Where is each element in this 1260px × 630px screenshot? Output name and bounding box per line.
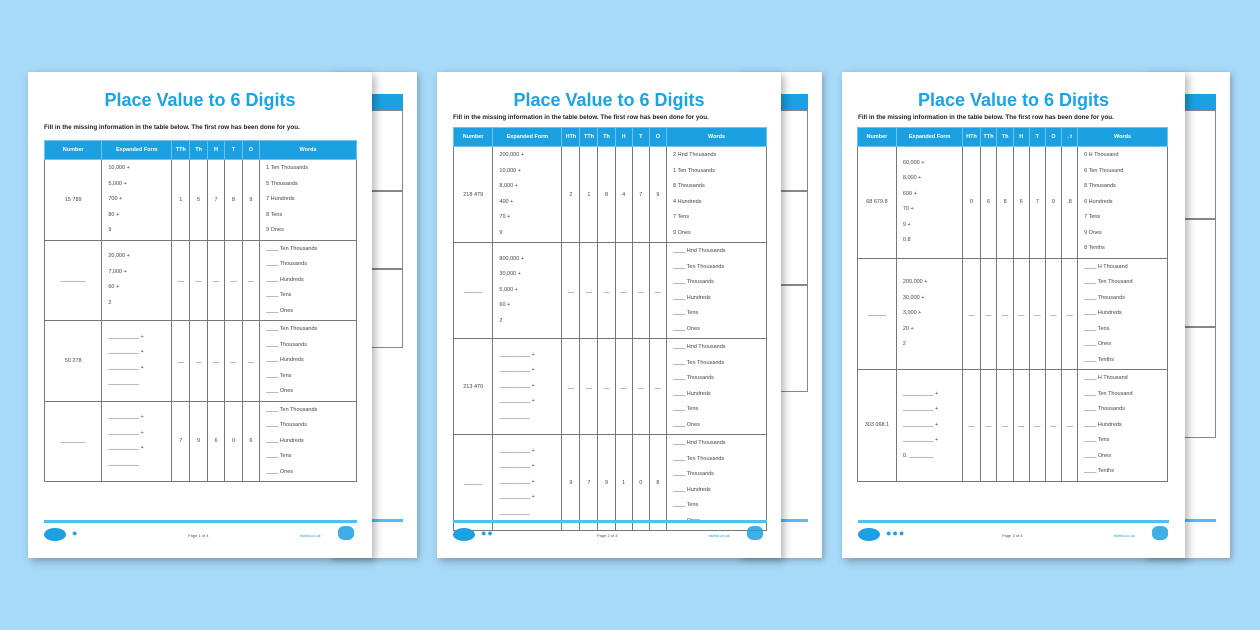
digit-cell[interactable]: __ (225, 321, 242, 402)
word-line: ____ Ten Thousands (266, 406, 318, 413)
words-cell[interactable] (667, 339, 767, 435)
number-cell[interactable]: 68 679.8 (858, 147, 897, 259)
worksheet-title: Place Value to 6 Digits (917, 90, 1110, 110)
expanded-term: 9 (108, 227, 112, 233)
badge-icon (747, 526, 763, 540)
expanded-term: __________ + (499, 494, 535, 501)
word-line: 1 Ten Thousands (266, 165, 309, 171)
page-dots: ●● (481, 528, 494, 538)
word-line: ____ Tens (266, 453, 292, 459)
site-link[interactable]: twinkl.co.uk (709, 533, 730, 538)
column-header: H (1013, 128, 1029, 147)
table-row (858, 258, 1168, 370)
word-line: ____ Tenths (1084, 356, 1114, 363)
digit-cell[interactable]: __ (207, 321, 224, 402)
expanded-term: __________ (499, 509, 530, 516)
expanded-term: 8,000 + (499, 183, 518, 189)
column-header: Words (1078, 128, 1168, 147)
expanded-term: __________ (108, 460, 139, 467)
number-cell[interactable]: 303 068.1 (858, 370, 897, 482)
word-line: 9 Ones (1084, 229, 1102, 236)
column-header: O (242, 141, 259, 160)
word-line: ____ Thousands (673, 375, 714, 381)
expanded-form-cell[interactable] (896, 370, 963, 482)
word-line: ____ Ten Thousands (266, 326, 318, 332)
expanded-form-cell[interactable] (102, 321, 172, 402)
digit-cell[interactable]: __ (980, 258, 997, 370)
expanded-form-cell[interactable] (896, 258, 963, 370)
word-line: ____ Thousands (266, 422, 307, 428)
word-line: 1 Ten Thousands (673, 167, 716, 174)
word-line: ____ Tens (266, 292, 292, 298)
word-line: ____ Ten Thousands (673, 359, 725, 366)
table-header-row (858, 128, 1168, 147)
digit-cell[interactable]: 1 (172, 160, 190, 241)
expanded-term: 200,000 + (902, 279, 928, 285)
digit-cell[interactable]: 2 (562, 147, 580, 243)
digit-cell[interactable]: 1 (580, 147, 598, 243)
column-header: Number (858, 128, 897, 147)
expanded-term: __________ + (902, 406, 939, 412)
column-header: O (1045, 128, 1061, 147)
word-line: ____ Ones (1084, 341, 1111, 347)
digit-cell[interactable]: __ (562, 339, 580, 435)
digit-cell[interactable]: 0 (963, 147, 980, 259)
expanded-term: 30,000 + (499, 271, 521, 278)
words-cell[interactable] (1078, 258, 1168, 370)
digit-cell[interactable]: 8 (225, 160, 242, 241)
digit-cell[interactable]: 6 (980, 147, 997, 259)
digit-cell[interactable]: 1 (615, 435, 632, 531)
expanded-term: 60,000 + (902, 159, 925, 166)
site-link[interactable]: twinkl.co.uk (300, 533, 321, 538)
digit-cell[interactable]: __ (242, 240, 259, 321)
column-header: TTh (172, 141, 190, 160)
digit-cell[interactable]: 7 (172, 401, 190, 482)
column-header: Th (598, 128, 615, 147)
table-row (454, 339, 767, 435)
digit-cell[interactable]: __ (1013, 370, 1029, 482)
expanded-term: 3,000 + (902, 310, 922, 316)
digit-cell[interactable]: __ (997, 370, 1013, 482)
column-header: HTh (562, 128, 580, 147)
page-number: Page 1 of 4 (188, 533, 209, 538)
expanded-form-cell[interactable] (493, 243, 562, 339)
expanded-term: __________ + (499, 351, 535, 358)
words-cell[interactable] (667, 435, 767, 531)
expanded-term: 8,000 + (902, 175, 922, 182)
word-line: ____ Hundreds (1084, 421, 1122, 428)
column-header: T (632, 128, 649, 147)
column-header: Expanded Form (493, 128, 562, 147)
word-line: ____ Ones (673, 421, 700, 428)
footer-line (858, 520, 1169, 523)
worksheet-page-2 (437, 72, 781, 558)
digit-cell[interactable]: 9 (649, 147, 666, 243)
number-cell[interactable]: ______ (454, 243, 493, 339)
number-cell[interactable]: ______ (858, 258, 897, 370)
page-dots: ● (72, 528, 79, 538)
word-line: ____ Ones (1084, 452, 1111, 459)
digit-cell[interactable]: __ (1061, 370, 1077, 482)
expanded-term: 70 + (499, 214, 511, 220)
place-value-table (857, 127, 1168, 482)
word-line: ____ Hundreds (266, 276, 304, 283)
digit-cell[interactable]: __ (1045, 258, 1061, 370)
number-cell[interactable]: ________ (45, 401, 102, 482)
word-line: 9 Ones (266, 227, 284, 233)
word-line: 7 Tens (673, 214, 690, 220)
expanded-form-cell[interactable] (493, 435, 562, 531)
digit-cell[interactable]: 7 (1029, 147, 1045, 259)
digit-cell[interactable]: 0 (632, 435, 649, 531)
words-cell[interactable] (260, 240, 357, 321)
digit-cell[interactable]: __ (615, 243, 632, 339)
word-line: ____ Ones (266, 307, 294, 314)
word-line: ____ Hundreds (673, 294, 711, 301)
page-dots: ●●● (886, 528, 906, 538)
digit-cell[interactable]: .8 (1061, 147, 1077, 259)
word-line: ____ Tens (266, 372, 292, 379)
word-line: 7 Hundreds (266, 196, 295, 202)
badge-icon (338, 526, 354, 540)
badge-icon (1152, 526, 1168, 540)
expanded-term: 200,000 + (499, 152, 525, 158)
expanded-form-cell[interactable] (493, 339, 562, 435)
digit-cell[interactable]: 4 (615, 147, 632, 243)
word-line: 8 Tens (266, 211, 283, 218)
digit-cell[interactable]: __ (963, 258, 980, 370)
expanded-term: __________ + (108, 429, 144, 436)
expanded-term: __________ + (499, 367, 535, 374)
words-cell[interactable] (260, 160, 357, 241)
word-line: ____ Tens (673, 502, 699, 508)
table-row (858, 370, 1168, 482)
expanded-form-cell[interactable] (493, 147, 562, 243)
place-value-table (453, 127, 767, 531)
footer-line (453, 520, 767, 523)
word-line: ____ Thousands (266, 261, 307, 267)
expanded-term: __________ + (902, 390, 939, 397)
digit-cell[interactable]: __ (580, 243, 598, 339)
number-cell[interactable]: ________ (45, 240, 102, 321)
column-header: Th (997, 128, 1013, 147)
digit-cell[interactable]: __ (562, 243, 580, 339)
column-header: H (615, 128, 632, 147)
column-header: TTh (580, 128, 598, 147)
digit-cell[interactable]: 7 (632, 147, 649, 243)
word-line: ____ Ones (266, 468, 294, 475)
word-line: ____ Tens (1084, 325, 1110, 332)
digit-cell[interactable]: __ (1045, 370, 1061, 482)
number-cell[interactable]: 50 278 (45, 321, 102, 402)
twinkl-logo-icon (858, 528, 880, 541)
word-line: 8 Thousands (1084, 183, 1116, 189)
word-line: ____ Ones (266, 388, 294, 394)
word-line: ____ Ten Thousand (1084, 279, 1133, 285)
expanded-term: 9 + (902, 221, 911, 228)
expanded-term: __________ + (902, 437, 939, 443)
word-line: ____ Ten Thousand (1084, 390, 1133, 397)
expanded-term: __________ + (108, 333, 144, 340)
expanded-term: __________ (499, 413, 530, 420)
expanded-term: 0. ________ (902, 452, 934, 459)
expanded-term: 10,000 + (499, 167, 521, 174)
digit-cell[interactable]: 6 (242, 401, 259, 482)
number-cell[interactable]: ______ (454, 435, 493, 531)
word-line: ____ H Thousand (1084, 263, 1128, 270)
digit-cell[interactable]: __ (242, 321, 259, 402)
page-number: Page 3 of 4 (1002, 533, 1023, 538)
table-row (45, 321, 357, 402)
words-cell[interactable] (260, 401, 357, 482)
word-line: 4 Hundreds (673, 198, 702, 205)
expanded-form-cell[interactable] (896, 147, 963, 259)
digit-cell[interactable]: 0 (225, 401, 242, 482)
expanded-term: 7,000 + (108, 268, 127, 275)
table-row (454, 147, 767, 243)
expanded-term: 2 (108, 299, 112, 306)
worksheet-title: Place Value to 6 Digits (513, 90, 705, 110)
site-link[interactable]: twinkl.co.uk (1114, 533, 1135, 538)
digit-cell[interactable]: __ (598, 243, 615, 339)
expanded-form-cell[interactable] (102, 160, 172, 241)
word-line: ____ Hundreds (673, 390, 711, 397)
word-line: ____ Tenths (1084, 468, 1114, 474)
expanded-term: __________ + (108, 364, 144, 371)
digit-cell[interactable]: __ (615, 339, 632, 435)
expanded-term: 5,000 + (499, 286, 518, 293)
expanded-term: 30,000 + (902, 294, 925, 301)
worksheet-title: Place Value to 6 Digits (104, 90, 296, 110)
word-line: ____ Thousands (1084, 294, 1125, 301)
word-line: ____ Hundreds (266, 357, 304, 363)
expanded-term: 600 + (902, 190, 917, 197)
expanded-term: 20,000 + (108, 253, 130, 260)
expanded-term: __________ + (108, 445, 144, 452)
digit-cell[interactable]: 8 (649, 435, 666, 531)
word-line: ____ Tens (673, 310, 699, 316)
word-line: ____ Hundreds (266, 437, 304, 444)
expanded-term: 700 + (108, 196, 123, 202)
expanded-term: 2 (499, 317, 503, 324)
instructions: Fill in the missing information in the table below. The first row has been done for you. (453, 114, 709, 121)
digit-cell[interactable]: __ (1061, 258, 1077, 370)
digit-cell[interactable]: __ (649, 339, 666, 435)
digit-cell[interactable]: 9 (242, 160, 259, 241)
expanded-term: 9 (499, 229, 503, 236)
digit-cell[interactable]: 9 (190, 401, 208, 482)
digit-cell[interactable]: 7 (580, 435, 598, 531)
expanded-term: __________ + (499, 447, 535, 454)
word-line: ____ Hnd Thousands (673, 440, 726, 446)
word-line: ____ Ten Thousands (673, 455, 725, 462)
word-line: ____ Thousands (673, 279, 714, 285)
column-header: T (1029, 128, 1045, 147)
expanded-term: 60 + (108, 284, 120, 291)
expanded-term: 400 + (499, 198, 514, 205)
word-line: ____ Ten Thousands (673, 263, 725, 270)
digit-cell[interactable]: __ (980, 370, 997, 482)
expanded-term: 800,000 + (499, 255, 525, 262)
expanded-term: 80 + (108, 211, 120, 218)
table-row (454, 243, 767, 339)
column-header: O (649, 128, 666, 147)
digit-cell[interactable]: __ (172, 321, 190, 402)
expanded-term: 2 (902, 341, 906, 347)
column-header: Number (454, 128, 493, 147)
digit-cell[interactable]: __ (963, 370, 980, 482)
digit-cell[interactable]: __ (632, 243, 649, 339)
column-header: Th (190, 141, 208, 160)
expanded-term: __________ + (499, 398, 535, 405)
digit-cell[interactable]: __ (632, 339, 649, 435)
word-line: 6 Ten Thousand (1084, 167, 1124, 174)
word-line: ____ Hundreds (673, 486, 711, 493)
number-cell[interactable]: 213 470 (454, 339, 493, 435)
table-header-row (45, 141, 357, 160)
column-header: TTh (980, 128, 997, 147)
digit-cell[interactable]: 7 (207, 160, 224, 241)
column-header: Words (667, 128, 767, 147)
expanded-term: __________ (108, 380, 139, 387)
word-line: 9 Ones (673, 229, 691, 236)
column-header: Number (45, 141, 102, 160)
twinkl-logo-icon (453, 528, 475, 541)
word-line: 6 Hundreds (1084, 198, 1113, 205)
column-header: . t (1061, 128, 1077, 147)
expanded-term: __________ + (108, 349, 144, 356)
word-line: 0 H Thousand (1084, 152, 1119, 158)
digit-cell[interactable]: 8 (598, 147, 615, 243)
instructions: Fill in the missing information in the table below. The first row has been done for you. (858, 114, 1114, 121)
word-line: 2 Hnd Thousands (673, 152, 717, 158)
table-row (45, 160, 357, 241)
digit-cell[interactable]: 8 (997, 147, 1013, 259)
expanded-term: 60 + (499, 302, 511, 309)
worksheet-page-3 (842, 72, 1185, 558)
column-header: Expanded Form (896, 128, 963, 147)
digit-cell[interactable]: 9 (1045, 147, 1061, 259)
word-line: 7 Tens (1084, 214, 1101, 220)
word-line: 5 Thousands (266, 180, 298, 187)
column-header: T (225, 141, 242, 160)
word-line: ____ H Thousand (1084, 375, 1128, 381)
word-line: ____ Thousands (673, 471, 714, 477)
twinkl-logo-icon (44, 528, 66, 541)
column-header: Words (260, 141, 357, 160)
word-line: ____ Ones (673, 325, 700, 332)
column-header: H (207, 141, 224, 160)
word-line: ____ Hundreds (1084, 310, 1122, 316)
words-cell[interactable] (667, 243, 767, 339)
digit-cell[interactable]: __ (598, 339, 615, 435)
word-line: ____ Ten Thousands (266, 245, 318, 252)
place-value-table (44, 140, 357, 482)
digit-cell[interactable]: __ (1029, 258, 1045, 370)
table-header-row (454, 128, 767, 147)
expanded-term: 5,000 + (108, 180, 127, 187)
expanded-term: 10,000 + (108, 165, 130, 171)
word-line: ____ Hnd Thousands (673, 248, 726, 254)
expanded-term: __________ + (108, 414, 144, 421)
expanded-term: __________ + (499, 463, 535, 470)
word-line: ____ Thousands (266, 341, 307, 348)
digit-cell[interactable]: __ (997, 258, 1013, 370)
digit-cell[interactable]: 6 (207, 401, 224, 482)
digit-cell[interactable]: 9 (598, 435, 615, 531)
expanded-term: __________ + (499, 382, 535, 389)
digit-cell[interactable]: __ (207, 240, 224, 321)
digit-cell[interactable]: __ (172, 240, 190, 321)
expanded-term: __________ + (499, 478, 535, 485)
expanded-form-cell[interactable] (102, 240, 172, 321)
expanded-form-cell[interactable] (102, 401, 172, 482)
table-row (858, 147, 1168, 259)
digit-cell[interactable]: __ (649, 243, 666, 339)
digit-cell[interactable]: __ (1029, 370, 1045, 482)
digit-cell[interactable]: 6 (1013, 147, 1029, 259)
words-cell[interactable] (1078, 147, 1168, 259)
table-row (45, 401, 357, 482)
footer-line (44, 520, 357, 523)
digit-cell[interactable]: 9 (562, 435, 580, 531)
word-line: ____ Hnd Thousands (673, 344, 726, 350)
word-line: ____ Thousands (1084, 406, 1125, 412)
word-line: 8 Tenths (1084, 245, 1105, 251)
words-cell[interactable] (260, 321, 357, 402)
number-cell[interactable]: 218 479 (454, 147, 493, 243)
digit-cell[interactable]: __ (1013, 258, 1029, 370)
words-cell[interactable] (667, 147, 767, 243)
expanded-term: __________ + (902, 421, 939, 428)
instructions: Fill in the missing information in the table below. The first row has been done for you. (44, 124, 300, 131)
word-line: 8 Thousands (673, 183, 705, 189)
words-cell[interactable] (1078, 370, 1168, 482)
expanded-term: 20 + (902, 325, 914, 332)
digit-cell[interactable]: __ (580, 339, 598, 435)
word-line: ____ Tens (673, 406, 699, 412)
expanded-term: 0.8 (902, 237, 911, 244)
column-header: Expanded Form (102, 141, 172, 160)
digit-cell[interactable]: __ (190, 240, 208, 321)
expanded-term: 70 + (902, 206, 914, 213)
word-line: ____ Tens (1084, 437, 1110, 443)
number-cell[interactable]: 15 789 (45, 160, 102, 241)
page-number: Page 2 of 4 (597, 533, 618, 538)
column-header: HTh (963, 128, 980, 147)
table-row (45, 240, 357, 321)
table-row (454, 435, 767, 531)
worksheet-page-1 (28, 72, 372, 558)
digit-cell[interactable]: __ (190, 321, 208, 402)
digit-cell[interactable]: 5 (190, 160, 208, 241)
digit-cell[interactable]: __ (225, 240, 242, 321)
